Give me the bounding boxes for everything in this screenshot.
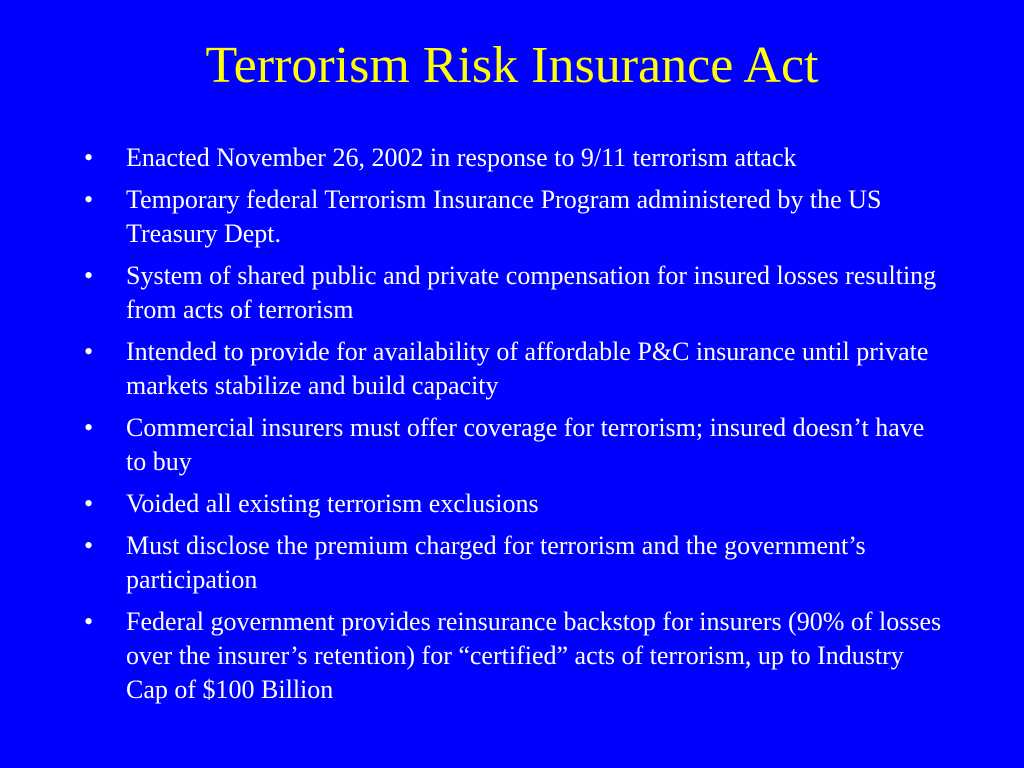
- bullet-text: Federal government provides reinsurance backstop for insurers (90% of losses over the insurer’s retention) for “certified” acts of terrorism, up to Industry Cap of $100 Billion: [126, 607, 942, 704]
- bullet-text: Enacted November 26, 2002 in response to 9/11 terrorism attack: [126, 143, 797, 172]
- bullet-icon: •: [84, 531, 94, 560]
- bullet-icon: •: [84, 261, 94, 290]
- bullet-icon: •: [84, 489, 94, 518]
- bullet-icon: •: [84, 143, 94, 172]
- bullet-item: [84, 183, 944, 251]
- bullet-item: [84, 529, 944, 597]
- bullet-icon: •: [84, 413, 94, 442]
- bullet-item: [84, 411, 944, 479]
- bullet-item: [84, 141, 944, 175]
- bullet-text: Must disclose the premium charged for terrorism and the government’s participation: [126, 531, 866, 594]
- bullet-list: [84, 141, 944, 715]
- bullet-item: [84, 605, 944, 707]
- bullet-text: Commercial insurers must offer coverage for terrorism; insured doesn’t have to buy: [126, 413, 925, 476]
- bullet-text: Intended to provide for availability of affordable P&C insurance until private markets stabilize and build capacity: [126, 337, 929, 400]
- bullet-icon: •: [84, 337, 94, 366]
- bullet-text: Temporary federal Terrorism Insurance Program administered by the US Treasury Dept.: [126, 185, 882, 248]
- bullet-text: System of shared public and private compensation for insured losses resulting from acts of terrorism: [126, 261, 937, 324]
- bullet-icon: •: [84, 185, 94, 214]
- bullet-icon: •: [84, 607, 94, 636]
- slide-title: Terrorism Risk Insurance Act: [205, 37, 819, 94]
- bullet-item: [84, 335, 944, 403]
- bullet-text: Voided all existing terrorism exclusions: [126, 489, 539, 518]
- bullet-item: [84, 487, 944, 521]
- bullet-item: [84, 259, 944, 327]
